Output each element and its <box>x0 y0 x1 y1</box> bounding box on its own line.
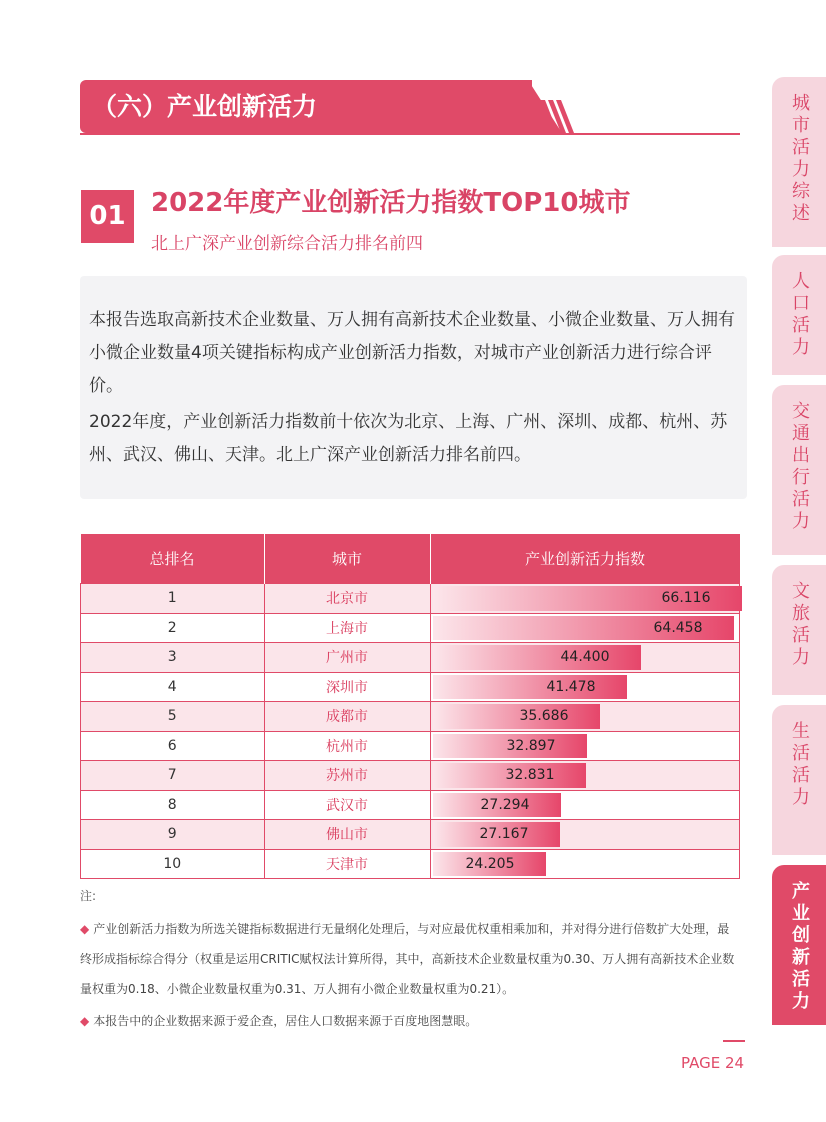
index-value-label: 27.294 <box>480 796 530 813</box>
side-tab-label: 人口活力 <box>789 271 810 359</box>
ranking-table <box>80 534 740 879</box>
side-tab-label: 生活活力 <box>789 721 810 809</box>
rank-cell: 4 <box>81 672 265 702</box>
note-bullet-icon: ◆ <box>80 1014 90 1028</box>
city-cell: 北京市 <box>264 584 430 614</box>
index-bar <box>433 675 627 700</box>
city-cell: 成都市 <box>264 702 430 732</box>
index-bar <box>433 704 600 729</box>
index-value-label: 35.686 <box>519 708 569 725</box>
table-row <box>81 849 740 879</box>
index-value-label: 64.458 <box>653 619 703 636</box>
index-value-label: 32.831 <box>505 767 555 784</box>
rank-cell: 3 <box>81 643 265 673</box>
index-value-label: 41.478 <box>546 678 596 695</box>
side-tab-label: 产业创新活力 <box>789 881 810 1013</box>
note-text-1: 产业创新活力指数为所选关键指标数据进行无量纲化处理后，与对应最优权重相乘加和，并对得分进行倍数扩大处理，最终形成指标综合得分（权重是运用CRITIC赋权法计算所得，其中，高新技术企业数量权重为0.30、万人拥有高新技术企业数量权重为0.18、小微企业数量权重为0.31、万人拥有小微企业数量权重为0.21）。 <box>80 922 735 996</box>
city-cell: 天津市 <box>264 849 430 879</box>
city-cell: 上海市 <box>264 613 430 643</box>
index-value-label: 24.205 <box>465 855 515 872</box>
city-cell: 广州市 <box>264 643 430 673</box>
index-value-label: 66.116 <box>661 590 711 607</box>
rank-cell: 7 <box>81 761 265 791</box>
table-row <box>81 761 740 791</box>
rank-cell: 2 <box>81 613 265 643</box>
note-item-1 <box>80 914 740 1004</box>
table-row <box>81 613 740 643</box>
table-row <box>81 584 740 614</box>
side-tab-living[interactable] <box>772 705 826 855</box>
index-cell <box>430 643 740 673</box>
side-tab-population[interactable] <box>772 255 826 375</box>
index-cell <box>430 761 740 791</box>
page-number-rule <box>723 1040 745 1042</box>
page-number: PAGE 24 <box>681 1054 745 1072</box>
city-cell: 武汉市 <box>264 790 430 820</box>
rank-cell: 5 <box>81 702 265 732</box>
table-header-row <box>81 534 740 584</box>
note-bullet-icon: ◆ <box>80 922 90 936</box>
note-text-2: 本报告中的企业数据来源于爱企查，居住人口数据来源于百度地图慧眼。 <box>93 1014 478 1028</box>
table-row <box>81 820 740 850</box>
side-tab-industry-innovation[interactable] <box>772 865 826 1025</box>
index-cell <box>430 584 740 614</box>
rank-cell: 9 <box>81 820 265 850</box>
header-city: 城市 <box>264 534 430 584</box>
index-cell <box>430 790 740 820</box>
index-cell <box>430 731 740 761</box>
table-row <box>81 672 740 702</box>
index-cell <box>430 849 740 879</box>
intro-paragraph-1: 本报告选取高新技术企业数量、万人拥有高新技术企业数量、小微企业数量、万人拥有小微企业数量4项关键指标构成产业创新活力指数，对城市产业创新活力进行综合评价。 <box>89 310 735 396</box>
index-cell <box>430 702 740 732</box>
side-tab-culture-tourism[interactable] <box>772 565 826 695</box>
rank-cell: 1 <box>81 584 265 614</box>
header-index: 产业创新活力指数 <box>430 534 740 584</box>
header-underline <box>80 133 740 135</box>
city-cell: 佛山市 <box>264 820 430 850</box>
index-cell <box>430 613 740 643</box>
index-value-label: 32.897 <box>506 737 556 754</box>
intro-box <box>80 276 747 499</box>
header-rank: 总排名 <box>81 534 265 584</box>
notes-heading: 注: <box>80 889 97 903</box>
intro-paragraph-2: 2022年度，产业创新活力指数前十依次为北京、上海、广州、深圳、成都、杭州、苏州、武汉、佛山、天津。北上广深产业创新活力排名前四。 <box>89 412 728 465</box>
index-cell <box>430 672 740 702</box>
city-cell: 深圳市 <box>264 672 430 702</box>
city-cell: 杭州市 <box>264 731 430 761</box>
rank-cell: 8 <box>81 790 265 820</box>
side-tab-label: 交通出行活力 <box>789 401 810 533</box>
side-tab-label: 城市活力综述 <box>789 93 810 225</box>
index-value-label: 27.167 <box>479 826 529 843</box>
index-cell <box>430 820 740 850</box>
index-value-label: 44.400 <box>560 649 610 666</box>
section-subtitle: 北上广深产业创新综合活力排名前四 <box>151 234 423 254</box>
side-tab-city-overview[interactable] <box>772 77 826 247</box>
table-row <box>81 790 740 820</box>
header-slant-decoration <box>510 80 580 133</box>
side-tab-transport[interactable] <box>772 385 826 555</box>
section-title: 2022年度产业创新活力指数TOP10城市 <box>151 188 631 218</box>
table-row <box>81 731 740 761</box>
rank-cell: 6 <box>81 731 265 761</box>
note-item-2 <box>80 1006 740 1036</box>
table-row <box>81 702 740 732</box>
rank-cell: 10 <box>81 849 265 879</box>
section-header-title: （六）产业创新活力 <box>92 92 318 121</box>
section-number-badge: 01 <box>81 190 134 243</box>
table-row <box>81 643 740 673</box>
side-tab-label: 文旅活力 <box>789 581 810 669</box>
city-cell: 苏州市 <box>264 761 430 791</box>
